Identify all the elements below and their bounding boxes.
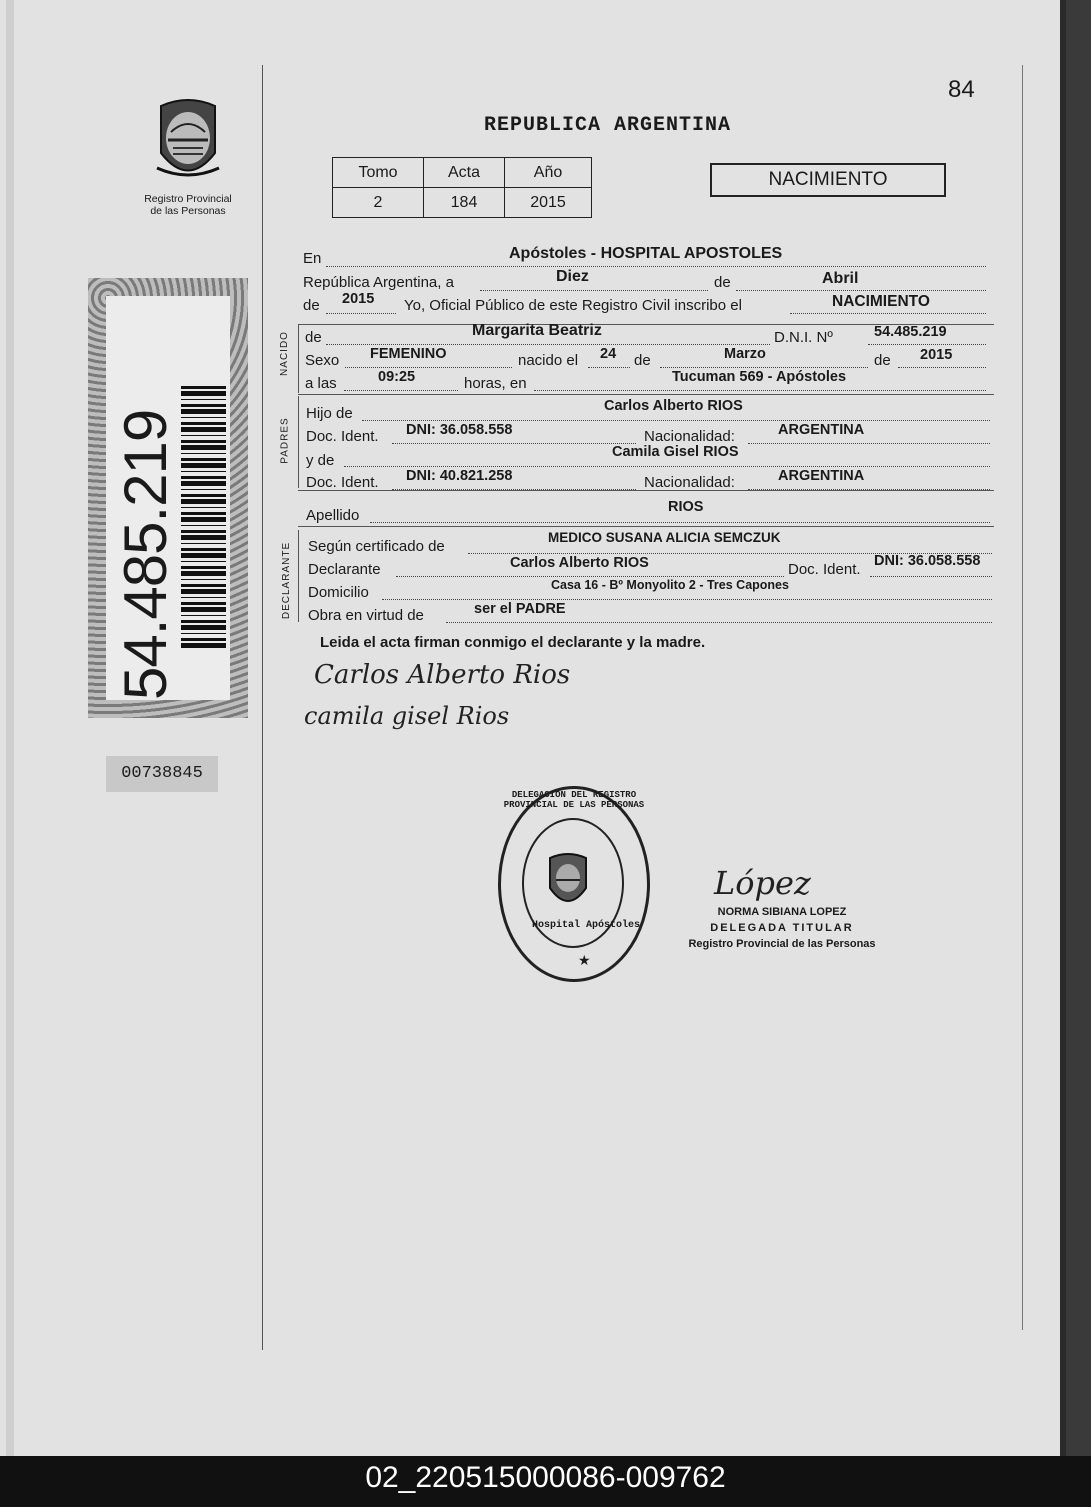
page-edge: [6, 0, 14, 1456]
page-number: 84: [948, 76, 975, 103]
padres-bracket: [298, 396, 299, 488]
dotted-line: [736, 290, 986, 291]
label-sexo: Sexo: [305, 352, 340, 369]
barcode-icon: [181, 386, 226, 651]
value-sexo: FEMENINO: [370, 346, 447, 362]
right-margin-rule: [1022, 65, 1023, 1330]
value-acto: NACIMIENTO: [832, 293, 930, 310]
value-dia-inscripcion: Diez: [556, 268, 589, 285]
label-domicilio: Domicilio: [308, 584, 369, 601]
dotted-line: [748, 489, 990, 490]
section-label-nacido: NACIDO: [278, 331, 290, 376]
logo-caption-line1: Registro Provincial: [144, 193, 232, 205]
official-office: Registro Provincial de las Personas: [688, 938, 876, 950]
dotted-line: [345, 367, 512, 368]
dotted-line: [344, 390, 458, 391]
dotted-line: [898, 367, 986, 368]
value-declarante-doc: DNI: 36.058.558: [874, 553, 981, 569]
id-sticker: [88, 278, 248, 718]
closing-statement: Leida el acta firman conmigo el declarante y la madre.: [320, 634, 706, 651]
dotted-line: [326, 266, 986, 267]
label-en: En: [303, 250, 322, 267]
table-header-acta: Acta: [424, 158, 505, 188]
value-anio-nacimiento: 2015: [920, 347, 953, 363]
value-nombre: Margarita Beatriz: [472, 322, 602, 339]
serial-number: 00738845: [106, 756, 218, 792]
label-de-nombre: de: [305, 329, 322, 346]
dotted-line: [362, 420, 990, 421]
label-de-dia: de: [634, 352, 651, 369]
record-type-box: NACIMIENTO: [710, 163, 946, 197]
declarante-bracket: [298, 530, 299, 622]
sticker-id-number: 54.485.219: [112, 409, 179, 700]
value-apellido: RIOS: [668, 499, 704, 515]
table-header-anio: Año: [505, 158, 592, 188]
label-doc-ident-2: Doc. Ident.: [306, 474, 379, 491]
official-role: DELEGADA TITULAR: [710, 922, 854, 934]
dotted-line: [446, 622, 992, 623]
province-emblem-icon: [151, 98, 225, 184]
official-signature: López: [714, 864, 811, 902]
section-divider: [298, 394, 994, 395]
label-de-mes: de: [714, 274, 731, 291]
value-madre-doc: DNI: 40.821.258: [406, 468, 513, 484]
seal-inner-text: Hospital Apóstoles: [532, 920, 641, 931]
official-name: NORMA SIBIANA LOPEZ: [717, 906, 847, 918]
scan-footer: 02_220515000086-009762: [0, 1456, 1091, 1507]
value-padre-nacionalidad: ARGENTINA: [778, 422, 865, 438]
value-anio-inscripcion: 2015: [342, 291, 375, 307]
dotted-line: [588, 367, 630, 368]
value-padre-doc: DNI: 36.058.558: [406, 422, 513, 438]
logo-caption-line2: de las Personas: [150, 205, 226, 217]
left-margin-rule: [262, 65, 263, 1350]
value-domicilio: Casa 16 - Bº Monyolito 2 - Tres Capones: [551, 578, 789, 592]
label-y-de: y de: [306, 452, 335, 469]
seal-crest-icon: [546, 852, 590, 910]
dotted-line: [370, 522, 990, 523]
dotted-line: [392, 489, 636, 490]
dotted-line: [870, 576, 992, 577]
label-horas-en: horas, en: [464, 375, 527, 392]
official-stamp: [682, 904, 882, 952]
dotted-line: [382, 599, 992, 600]
dotted-line: [326, 344, 770, 345]
table-header-tomo: Tomo: [333, 158, 424, 188]
value-certificado: MEDICO SUSANA ALICIA SEMCZUK: [548, 530, 781, 545]
label-doc-ident-decl: Doc. Ident.: [788, 561, 861, 578]
value-mes-inscripcion: Abril: [822, 270, 859, 287]
dotted-line: [748, 443, 990, 444]
label-yo-oficial: Yo, Oficial Público de este Registro Civil inscribo el: [404, 297, 742, 314]
table-value-acta: 184: [424, 188, 505, 218]
value-madre: Camila Gisel RIOS: [612, 444, 739, 460]
dotted-line: [344, 466, 990, 467]
label-nacionalidad-1: Nacionalidad:: [644, 428, 735, 445]
table-value-tomo: 2: [333, 188, 424, 218]
value-dia-nacimiento: 24: [600, 346, 617, 362]
seal-outer-text: DELEGACION DEL REGISTRO PROVINCIAL DE LAS PERSONAS: [503, 790, 645, 810]
label-declarante: Declarante: [308, 561, 381, 578]
document-title: REPUBLICA ARGENTINA: [484, 114, 732, 137]
label-de-anio-nac: de: [874, 352, 891, 369]
label-de-anio: de: [303, 297, 320, 314]
sticker-label: [106, 296, 230, 700]
table-value-anio: 2015: [505, 188, 592, 218]
nacido-bracket: [298, 325, 299, 393]
dotted-line: [534, 390, 986, 391]
value-padre: Carlos Alberto RIOS: [604, 398, 743, 414]
value-declarante: Carlos Alberto RIOS: [510, 555, 649, 571]
value-mes-nacimiento: Marzo: [724, 346, 766, 362]
section-divider: [298, 526, 994, 527]
dotted-line: [392, 443, 636, 444]
dotted-line: [660, 367, 868, 368]
dotted-line: [326, 313, 396, 314]
value-obra-en-virtud: ser el PADRE: [474, 601, 566, 617]
section-label-declarante: DECLARANTE: [281, 541, 293, 620]
value-dni: 54.485.219: [874, 324, 947, 340]
dotted-line: [480, 290, 708, 291]
dotted-line: [790, 313, 986, 314]
label-segun-certificado: Según certificado de: [308, 538, 445, 555]
section-label-padres: PADRES: [279, 417, 291, 464]
value-lugar: Apóstoles - HOSPITAL APOSTOLES: [509, 245, 783, 262]
declarante-signature: Carlos Alberto Rios: [314, 660, 571, 690]
seal-star-icon: ★: [578, 952, 591, 968]
label-dni: D.N.I. Nº: [774, 329, 833, 346]
label-hijo-de: Hijo de: [306, 405, 353, 422]
label-nacido-el: nacido el: [518, 352, 579, 369]
registry-logo: [138, 98, 238, 217]
value-hora: 09:25: [378, 369, 416, 385]
record-reference-table: [332, 157, 592, 218]
label-republica: República Argentina, a: [303, 274, 454, 291]
value-lugar-nacimiento: Tucuman 569 - Apóstoles: [672, 369, 847, 385]
dotted-line: [396, 576, 784, 577]
label-nacionalidad-2: Nacionalidad:: [644, 474, 735, 491]
label-apellido: Apellido: [306, 507, 360, 524]
label-obra-en-virtud: Obra en virtud de: [308, 607, 424, 624]
label-a-las: a las: [305, 375, 337, 392]
dotted-line: [868, 344, 986, 345]
label-doc-ident-1: Doc. Ident.: [306, 428, 379, 445]
madre-signature: camila gisel Rios: [304, 702, 510, 730]
value-madre-nacionalidad: ARGENTINA: [778, 468, 865, 484]
